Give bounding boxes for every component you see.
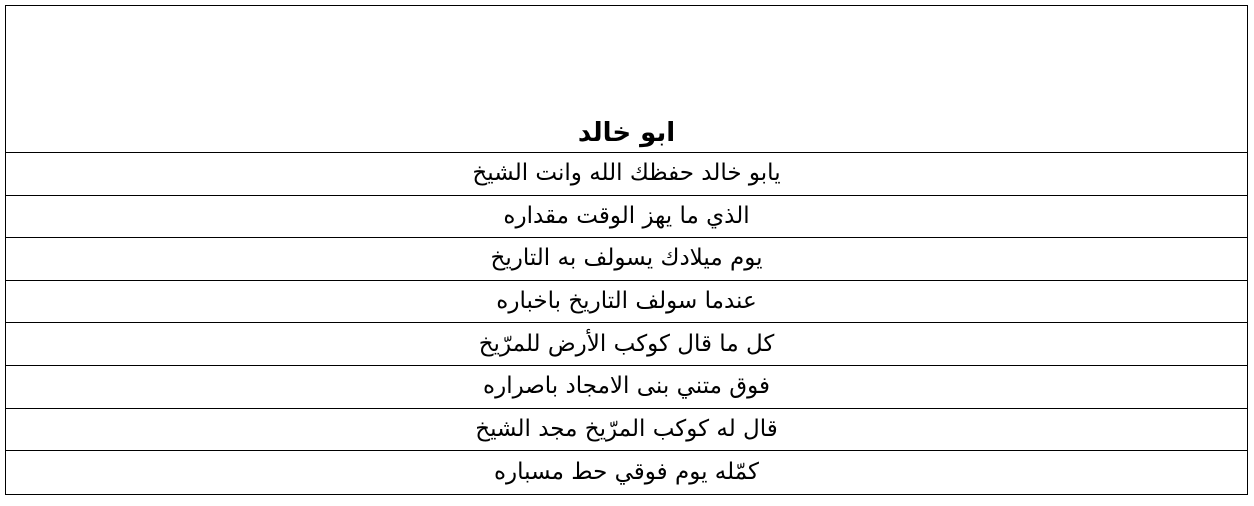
verse-row <box>6 366 1247 409</box>
verse-row <box>6 409 1247 452</box>
verse-row <box>6 238 1247 281</box>
poem-title: ابو خالد <box>577 118 676 148</box>
verse-row <box>6 451 1247 494</box>
verse-row <box>6 323 1247 366</box>
verse-text: يابو خالد حفظك الله وانت الشيخ <box>472 160 781 187</box>
verse-text: قال له كوكب المرّيخ مجد الشيخ <box>475 415 778 442</box>
verse-text: يوم ميلادك يسولف به التاريخ <box>490 245 763 272</box>
verse-text: كمّله يوم فوقي حط مسباره <box>494 458 759 485</box>
verse-row <box>6 281 1247 324</box>
verse-row <box>6 153 1247 196</box>
verse-text: كل ما قال كوكب الأرض للمرّيخ <box>478 330 775 357</box>
verse-text: عندما سولف التاريخ باخباره <box>496 288 757 315</box>
verse-text: فوق متني بنى الامجاد باصراره <box>483 373 770 400</box>
title-row <box>6 6 1247 153</box>
poem-table <box>5 5 1248 495</box>
verse-row <box>6 196 1247 239</box>
verse-text: الذي ما يهز الوقت مقداره <box>503 202 750 229</box>
